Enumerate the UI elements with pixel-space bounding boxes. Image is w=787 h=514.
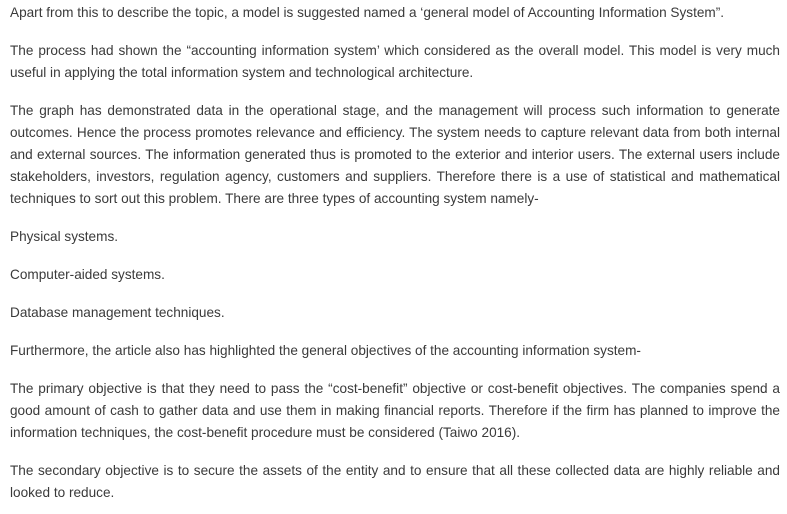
system-type-database: Database management techniques.	[10, 305, 225, 320]
paragraph-primary-objective: The primary objective is that they need to pass the “cost-benefit” objective or cost-benefit objectives. The companies spend a good amount of cash to gather data and use them in making financial reports. Therefore if the firm has planned to improve the information techniques, the cost-benefit procedure must be considered (Taiwo 2016).	[10, 381, 780, 440]
paragraph-graph: The graph has demonstrated data in the operational stage, and the management will process such information to generate outcomes. Hence the process promotes relevance and efficiency. The system needs to capture relevant data from both internal and external sources. The information generated thus is promoted to the exterior and interior users. The external users include stakeholders, investors, regulation agency, customers and suppliers. Therefore there is a use of statistical and mathematical techniques to sort out this problem. There are three types of accounting system namely-	[10, 103, 780, 206]
system-type-computer-aided: Computer-aided systems.	[10, 267, 165, 282]
paragraph-intro: Apart from this to describe the topic, a model is suggested named a ‘general model of Accounting Information System”.	[10, 5, 725, 20]
system-type-physical: Physical systems.	[10, 229, 119, 244]
paragraph-secondary-objective: The secondary objective is to secure the assets of the entity and to ensure that all these collected data are highly reliable and looked to reduce.	[10, 463, 780, 500]
paragraph-objectives-intro: Furthermore, the article also has highlighted the general objectives of the accounting information system-	[10, 343, 641, 358]
paragraph-process: The process had shown the “accounting information system’ which considered as the overall model. This model is very much useful in applying the total information system and technological architecture.	[10, 43, 780, 80]
